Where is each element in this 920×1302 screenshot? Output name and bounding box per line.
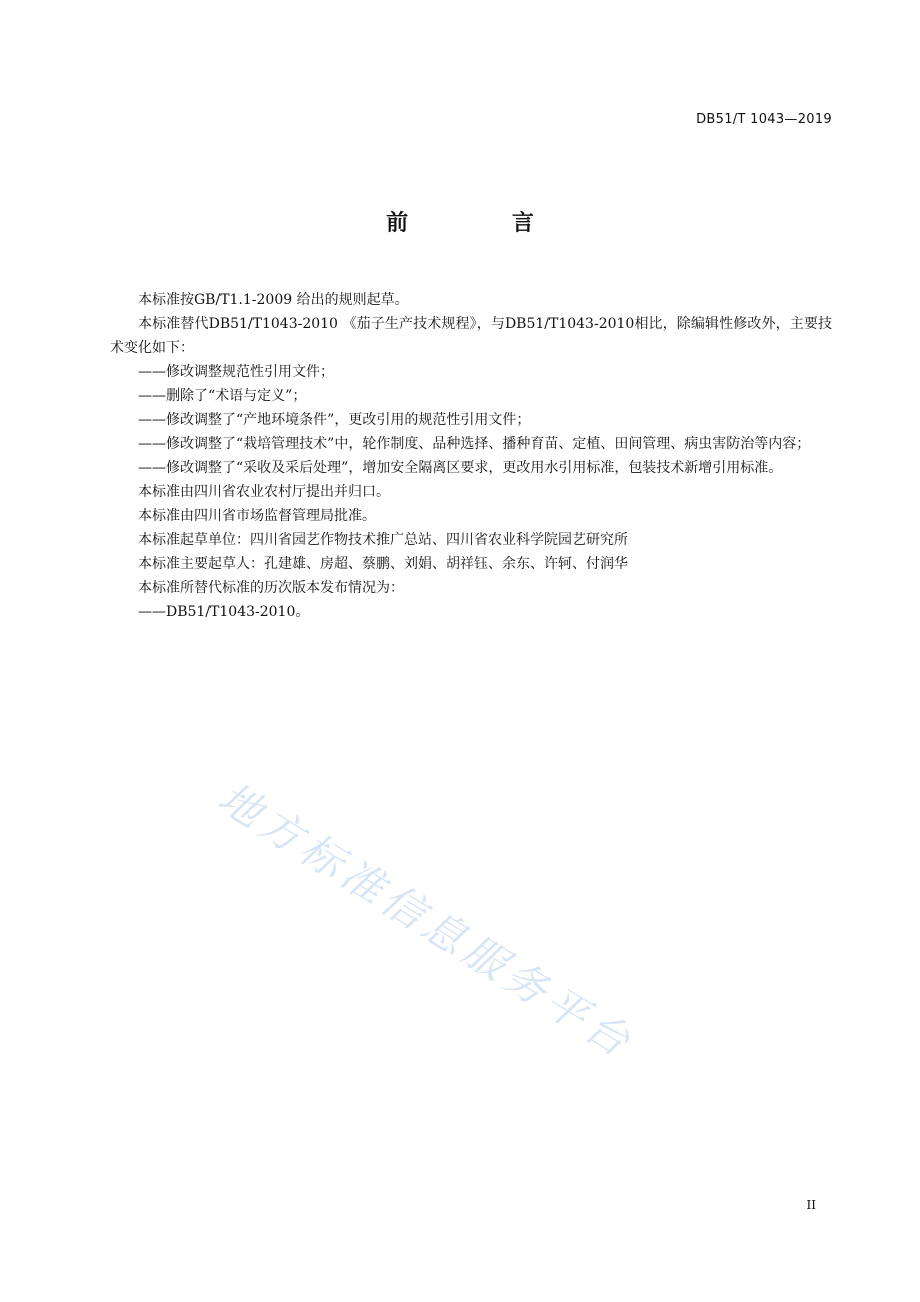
- change-item-cultivation: ——修改调整了“栽培管理技术”中，轮作制度、品种选择、播种育苗、定植、田间管理、病虫害防治等内容；: [138, 436, 811, 452]
- paragraph-approver: 本标准由四川省市场监督管理局批准。: [138, 508, 376, 524]
- preface-body: [110, 288, 832, 624]
- version-history-item: ——DB51/T1043-2010。: [138, 604, 310, 620]
- paragraph-drafters: 本标准主要起草人：孔建雄、房超、蔡鹏、刘娟、胡祥钰、余东、许轲、付润华: [138, 556, 628, 572]
- paragraph-drafting-rule: 本标准按GB/T1.1-2009 给出的规则起草。: [138, 292, 409, 308]
- change-item-references: ——修改调整规范性引用文件；: [138, 364, 334, 380]
- paragraph-drafting-units: 本标准起草单位：四川省园艺作物技术推广总站、四川省农业科学院园艺研究所: [138, 532, 628, 548]
- change-item-environment: ——修改调整了“产地环境条件”，更改引用的规范性引用文件；: [138, 412, 531, 428]
- page-number: II: [806, 1198, 816, 1212]
- document-code: DB51/T 1043—2019: [696, 112, 832, 127]
- watermark: 地方标准信息服务平台: [209, 772, 643, 1069]
- section-title: 前 言: [386, 211, 582, 236]
- paragraph-proposer: 本标准由四川省农业农村厅提出并归口。: [138, 484, 390, 500]
- paragraph-replacement: 本标准替代DB51/T1043-2010 《茄子生产技术规程》，与DB51/T1043-2010相比，除编辑性修改外，主要技术变化如下：: [110, 316, 832, 356]
- paragraph-version-history: 本标准所替代标准的历次版本发布情况为：: [138, 580, 404, 596]
- change-item-terms: ——删除了“术语与定义”；: [138, 388, 307, 404]
- change-item-harvest: ——修改调整了“采收及采后处理”，增加安全隔离区要求，更改用水引用标准，包装技术新增引用标准。: [138, 460, 783, 476]
